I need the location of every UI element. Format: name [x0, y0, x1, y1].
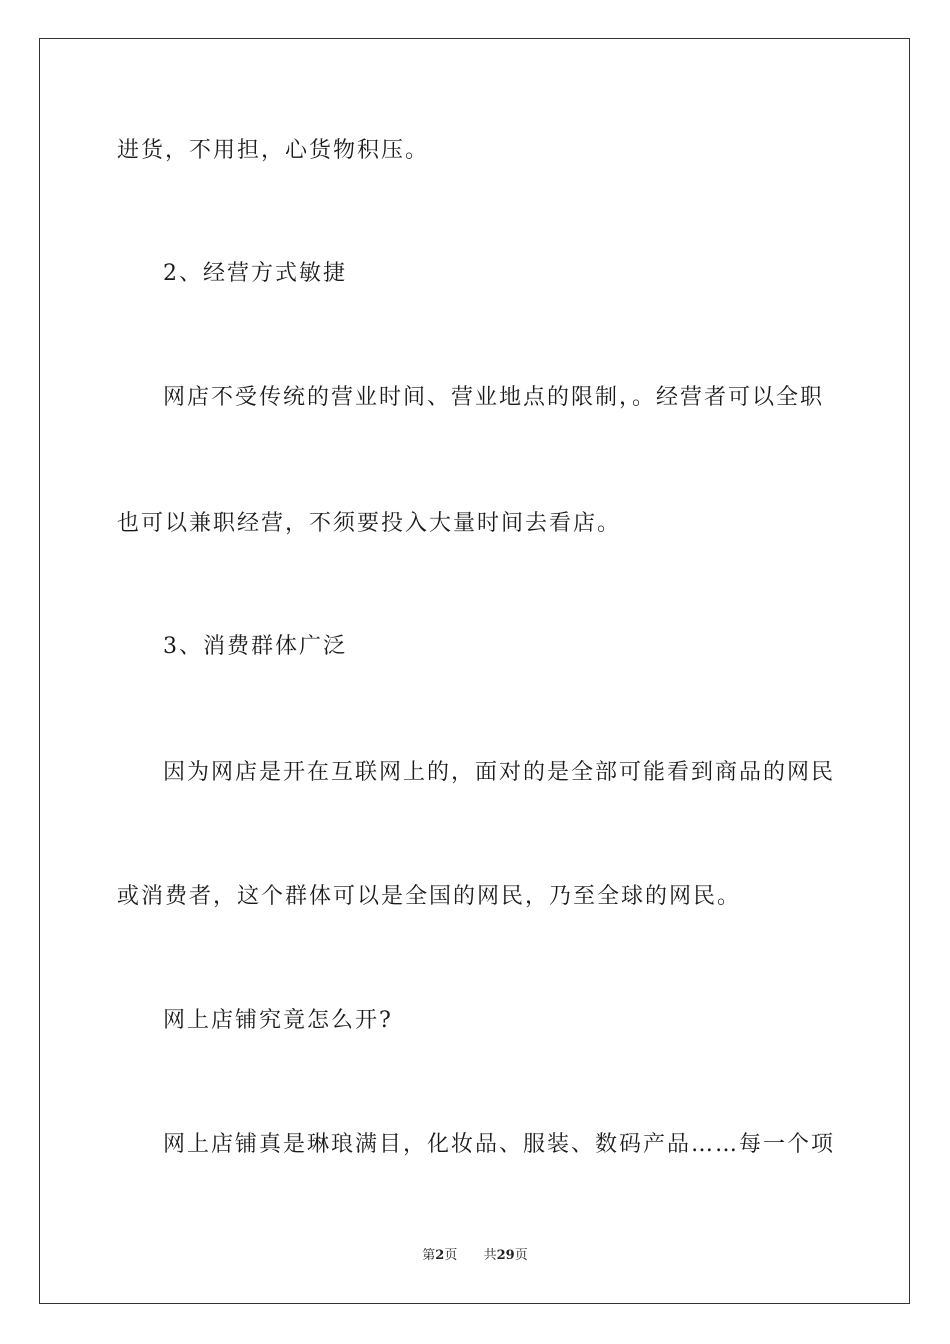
body-text-line: 因为网店是开在互联网上的，面对的是全部可能看到商品的网民: [163, 760, 836, 785]
page-border: [39, 38, 910, 1304]
total-suffix: 页: [514, 1248, 528, 1263]
body-text-line: 网店不受传统的营业时间、营业地点的限制，。经营者可以全职: [163, 385, 825, 410]
body-text-line: 也可以兼职经营，不须要投入大量时间去看店。: [117, 511, 622, 536]
current-page-number: 2: [435, 1248, 445, 1263]
question-heading: 网上店铺究竟怎么开?: [163, 1008, 393, 1033]
page-number-label: [422, 1247, 457, 1265]
total-pages-label: [484, 1247, 528, 1265]
page-prefix: 第: [422, 1248, 436, 1263]
page-footer: [0, 1247, 950, 1265]
body-text-line: 或消费者，这个群体可以是全国的网民，乃至全球的网民。: [117, 884, 742, 909]
total-prefix: 共: [483, 1248, 497, 1263]
body-text-line: 网上店铺真是琳琅满目，化妆品、服装、数码产品……每一个项: [163, 1132, 836, 1157]
section-heading: 3、消费群体广泛: [163, 634, 347, 659]
section-heading: 2、经营方式敏捷: [163, 261, 347, 286]
body-text-line: 进货，不用担，心货物积压。: [117, 138, 430, 163]
page-suffix: 页: [444, 1248, 458, 1263]
total-page-count: 29: [496, 1248, 515, 1263]
